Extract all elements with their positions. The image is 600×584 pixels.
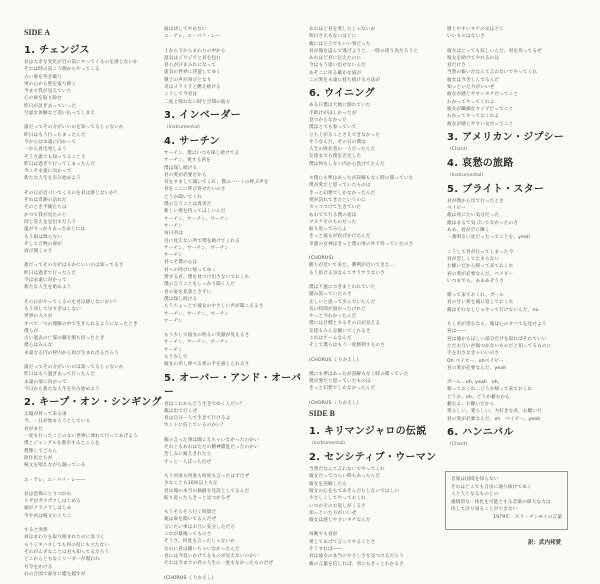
lyric-line: あれほど君を愛したじゃないか bbox=[309, 27, 376, 32]
lyric-line: すると突然 bbox=[24, 528, 48, 534]
lyric-line: サーチン、サーチン、サーチン bbox=[164, 311, 229, 317]
lyric-line: 目に見えない所で僕を助けてくれる bbox=[164, 238, 240, 244]
quote-attribution: 1979年 スリ・チンモイの言葉 bbox=[493, 514, 562, 520]
lyric-line: 言いたい事はお互い充分しただろ bbox=[164, 524, 236, 530]
song-title: 3. インベーダー bbox=[164, 109, 241, 121]
lyric-line: 上から下からまわりの中から bbox=[164, 48, 226, 54]
lyric-line: 振り返ったらきっと見つかるぜ bbox=[164, 495, 231, 501]
lyric-line: 僕らが bbox=[24, 328, 39, 334]
lyric-line: 世界の人々が bbox=[24, 314, 53, 320]
lyric-line: 再び開くのさ bbox=[24, 249, 53, 255]
lyric-line: 僕が愛だと思っていたものは bbox=[309, 183, 371, 189]
lyric-line: 君は俺からほしい部分だけを取ればそれでいい bbox=[447, 336, 547, 342]
stanza-gap bbox=[447, 314, 587, 321]
lyric-line: サーチン、僕はいつも探し続けてる bbox=[164, 150, 240, 156]
lyric-line: 彼女を誤解したら bbox=[309, 481, 347, 487]
lyric-line: ただお互いが傷つかないものだと知ってるものに bbox=[447, 343, 552, 349]
column-1 bbox=[24, 26, 164, 578]
lyric-line: (CHORUS くりかえし) bbox=[309, 357, 359, 363]
stanza-gap bbox=[24, 520, 164, 527]
lyric-line: あれほど君に伝えたのに bbox=[309, 56, 362, 62]
quote-line: 決して計り知ることができない bbox=[451, 507, 518, 513]
lyric-line: ああ、君が空に輝く bbox=[447, 228, 490, 234]
lyric-line: 君こそ僕の心は bbox=[164, 260, 198, 266]
lyric-line: サーチン、サーチン、サーチン bbox=[164, 245, 229, 251]
lyric-line: いいものはないさ bbox=[447, 34, 485, 40]
lyric-line: (CHORUS くりかえし) bbox=[309, 400, 359, 406]
lyric-line: もう雨は降らない bbox=[24, 234, 62, 240]
song-title: 1. チェンジス bbox=[24, 45, 90, 56]
lyric-line: 石の合図で歯牙に鑑を越すが bbox=[24, 571, 86, 577]
lyric-line: 彼女は今苦しんでるんだ bbox=[447, 77, 500, 83]
lyric-line: 彼女を助けてやれるのは bbox=[447, 55, 500, 61]
lyric-line: 友達までも僕を否定した bbox=[309, 154, 362, 160]
lyric-line: 太陽が昇って来る頃 bbox=[24, 412, 67, 418]
lyric-line: もし君が望むなら、俺は心のすべてを見せよう bbox=[447, 322, 547, 328]
lyric-line: やっと今わかったんだ bbox=[309, 314, 357, 320]
lyric-line: 君は恐怖にとりつかれ bbox=[24, 491, 72, 497]
lyric-line: 僕にも夢はあったが誤解もなく時の間っていた bbox=[309, 371, 409, 377]
lyric-line: 誰だってその方がいいのは知ってるじゃないか bbox=[24, 364, 124, 370]
lyric-line: 帰っておくれ…どうか帰って来ておくれ bbox=[447, 387, 533, 393]
lyric-line: 俺の言葉を信じれば、君にもきっとわかるさ bbox=[309, 561, 404, 567]
lyric-line: もう負ける気なんてサラサラないさ bbox=[309, 270, 385, 276]
lyric-line: 今は永遠に向かって bbox=[24, 278, 67, 284]
lyric-line: 僕は探し続ける bbox=[164, 296, 198, 302]
lyric-line: 戦士の声が叫びとなり bbox=[164, 77, 212, 83]
lyric-line: Oh ベイビー、ohベイビー bbox=[447, 358, 504, 364]
song-note: (Chant) bbox=[450, 146, 468, 152]
stanza-gap bbox=[447, 242, 587, 249]
lyric-line: なのに君は聞いちゃいなかったんだ bbox=[164, 546, 240, 552]
lyric-line: ガール…oh, yeah oh, bbox=[447, 380, 500, 386]
stanza-gap bbox=[24, 117, 164, 124]
lyric-line: 俺はまるで気づいてなかったのさ bbox=[447, 220, 519, 226]
quote-line: 人と人となるものとの bbox=[451, 492, 499, 498]
lyric-line: ホントに信じているのかい？ bbox=[164, 423, 226, 429]
lyric-line: これが最後ってものさ bbox=[164, 532, 212, 538]
lyric-line: 当然の報いだなんて言わないでやってくれ bbox=[447, 70, 538, 76]
lyric-line: 愛が訪れてきたというのに bbox=[309, 197, 366, 203]
lyric-line: 君をここに呼び寄せたいのさ bbox=[164, 187, 226, 193]
lyric-line: それがムダなことは君も知ってるだろう bbox=[24, 549, 110, 555]
lyric-line: 人生の敗北者の一人だったんだ bbox=[309, 147, 376, 153]
lyric-line: あわてて行る僕の姿は bbox=[309, 212, 357, 218]
lyric-line: 今や君は呪文のとりこ bbox=[24, 513, 72, 519]
lyric-line: 振り返ってみろよ bbox=[309, 227, 347, 233]
lyric-line: もう少しで bbox=[164, 354, 188, 360]
lyric-line: 君は俺の本当の価値を見誤としてるんだ bbox=[164, 488, 250, 494]
song-title: 6. ハンニバル bbox=[447, 426, 514, 438]
stanza-gap bbox=[309, 393, 449, 400]
lyric-line: 彼女が繊細なタイプだってこと bbox=[447, 106, 514, 112]
lyric-line: サーチン、愛する君を bbox=[164, 158, 211, 164]
lyric-line: 僕が愛だと思っていたものは bbox=[309, 379, 371, 385]
stanza-gap bbox=[24, 255, 164, 262]
lyric-line: 新たな人生を歩み始めよう bbox=[24, 176, 81, 182]
stanza-gap bbox=[447, 372, 587, 379]
lyric-line: 知っといた方がいいぜ bbox=[309, 510, 357, 516]
song-title: 2. キープ・オン・シンギング bbox=[24, 397, 162, 409]
stanza-gap bbox=[309, 350, 449, 357]
lyric-line: どうか、oh、どうか頼むから bbox=[447, 394, 510, 400]
lyric-line: 今まで我が見えていた bbox=[24, 89, 72, 95]
lyric-line: 君はまわりを取り囲まれたのに気づく bbox=[24, 535, 105, 541]
side-heading: SIDE A bbox=[24, 28, 51, 37]
lyric-line: いつかそのお返しがくるさ bbox=[309, 503, 366, 509]
lyric-line: (CHORUS) bbox=[309, 256, 334, 262]
lyric-line: エ・アレ、エ・パパ・レー bbox=[164, 34, 221, 40]
lyric-line: 正しいと思って歩んでいたんだ bbox=[309, 299, 376, 305]
lyric-line: 君だけさ bbox=[447, 63, 466, 69]
lyric-line: 僕は探し続ける bbox=[164, 165, 198, 171]
quote-box bbox=[445, 471, 568, 530]
lyric-line: ＊僕にも夢はあったが誤解もなく時の間っていた bbox=[309, 176, 414, 182]
lyric-line: 彼女が感じやすい女だってこと bbox=[447, 121, 514, 127]
lyric-line: 踏み誤っていたのさ bbox=[309, 292, 352, 298]
stanza-gap bbox=[309, 364, 449, 371]
lyric-line: もうちょっとで彼女のやさしい声が聞こえるさ bbox=[164, 304, 264, 310]
stanza-gap bbox=[164, 430, 304, 437]
lyric-line: サーチン bbox=[164, 347, 183, 353]
stanza-gap bbox=[164, 502, 304, 509]
lyric-line: 永遠なる円の枠内から再び生まれ出るだろう bbox=[24, 350, 119, 356]
lyric-line: ある日僕は大地に倒れていた bbox=[309, 103, 371, 109]
lyric-line: 俺は出て行くぜ bbox=[164, 408, 198, 414]
quote-line: 音楽は国境を知らない bbox=[451, 477, 499, 482]
lyric-line: 昨日が急ぎ去っていった bbox=[24, 103, 77, 109]
lyric-line: 彼女は感じやすいタチなんだ bbox=[309, 518, 371, 524]
lyric-line: 明日さえもないほどに bbox=[309, 34, 357, 40]
lyric-line: 感じやすいタチの女ほどに bbox=[447, 27, 504, 32]
song-title: 5. オーバー・アンド・オーバー bbox=[164, 372, 302, 398]
stanza-gap bbox=[309, 524, 449, 531]
lyric-line: 昨日はもう過ぎ去って行ったんだ bbox=[24, 372, 96, 378]
lyric-line: 頼むよ、お願いだから bbox=[447, 401, 495, 407]
lyric-line: 古い過去の亡霊の鎖を断ち切ったとき bbox=[24, 336, 105, 342]
lyric-line: もう何度も何度も何度も言ったはずだぜ bbox=[164, 473, 250, 479]
lyric-line: 今はもう思い出せないんだ bbox=[309, 63, 366, 69]
lyric-line: 男の心から壁を取り除く bbox=[24, 81, 77, 87]
lyric-line: 彼女はとっても寂しいんだ、君を待ってるぜ bbox=[447, 48, 542, 54]
lyric-line: 彼女が感じやすいタチだってこと bbox=[447, 92, 519, 98]
stanza-gap bbox=[24, 357, 164, 364]
lyric-line: 僕とジャングルを散歩するところを bbox=[24, 441, 100, 447]
lyric-line: 炎はメラメラと燃え続ける bbox=[164, 85, 221, 91]
lyric-line: きっと幻想でしかなかったんだ bbox=[309, 386, 376, 392]
lyric-line: 長い時間が掛かったけれど bbox=[309, 306, 366, 312]
lyric-line: 僕らはみんな bbox=[24, 343, 53, 349]
lyric-line: 僕には目標とするその日が見える bbox=[309, 321, 381, 327]
lyric-line: 君の愛が必要なんだ、ベイビー bbox=[447, 271, 514, 277]
lyric-line: 俺の言った事は聞こえちゃいなかったのかい bbox=[164, 437, 259, 443]
lyric-line: 呪文を唱えながら踊っている bbox=[24, 463, 86, 469]
lyric-line: 見つからなかった bbox=[309, 117, 347, 123]
song-title: 3. アメリカン・ジプシー bbox=[447, 131, 565, 143]
song-title: 2. センシティブ・ウーマン bbox=[309, 452, 437, 464]
stanza-gap bbox=[164, 325, 304, 332]
lyric-line: エ・アレ、エ・パパ・レ―― bbox=[24, 477, 86, 483]
lyric-line: 君は―― bbox=[447, 329, 466, 335]
lyric-line: あそこに戻る確かな道が bbox=[309, 70, 362, 76]
lyric-line: 古い扉を突き破り bbox=[24, 74, 62, 80]
lyric-line: 君らが汗まみれになって bbox=[164, 63, 217, 69]
lyric-line: 君への呼びに帰ってゆく bbox=[164, 267, 217, 273]
stanza-gap bbox=[24, 470, 164, 477]
lyric-line: 僕は不運につきまとわれていた bbox=[309, 284, 376, 290]
lyric-line: そうさ、何度も言ったじゃないか bbox=[164, 539, 235, 545]
lyric-line: 君は大きな変化が目の前にやってくるのを感じないか bbox=[24, 60, 138, 65]
lyric-line: 一度も行ったことのない世界に連れて行ってあげよう bbox=[24, 434, 138, 440]
lyric-line: わかってやっておくれよ bbox=[447, 114, 500, 120]
lyric-line: 今こそ永遠に向かって bbox=[24, 169, 72, 175]
lyric-line: 俺は死にたい気分だった bbox=[447, 213, 500, 219]
lyric-line: 彼女だってつらい時もあったんだ bbox=[309, 474, 381, 480]
lyric-line: 僕の言うことは真実だ bbox=[164, 202, 212, 208]
stanza-gap bbox=[24, 183, 164, 190]
song-title: 1. キリマンジャロの伝説 bbox=[309, 426, 427, 438]
lyric-line: マヌケそのものだった bbox=[309, 219, 357, 225]
stanza-gap bbox=[447, 285, 587, 292]
lyric-line: 今日から新たな人生を歩み始めよう bbox=[24, 386, 100, 392]
lyric-line: 原住民たちが bbox=[24, 455, 53, 461]
lyric-line: いつまでも、あああそうさ bbox=[447, 278, 504, 284]
lyric-line: 一から再出発しよう bbox=[24, 147, 67, 153]
lyric-line: それは時の向こう側からやってくる bbox=[24, 67, 100, 73]
column-3 bbox=[309, 26, 449, 568]
lyric-line: ベイビー bbox=[447, 206, 466, 212]
song-note: (Instrumental) bbox=[312, 441, 345, 447]
lyric-line: もう少しで彼女の明るい笑顔が見えるさ bbox=[164, 333, 250, 339]
lyric-line: きっと彼女が投げかけたんだ bbox=[309, 234, 371, 240]
lyric-line: 同じ答えを見出すだろう bbox=[24, 219, 77, 225]
side-heading: SIDE B bbox=[309, 409, 336, 419]
lyric-line: 昨日は過ぎて行ってしまったんだ bbox=[24, 161, 96, 167]
lyric-line: 彼女の心をもてあそんだりしないではしい bbox=[309, 488, 400, 494]
lyric-line: 昨日は過ぎて行ったんだ bbox=[24, 270, 77, 276]
lyric-line: 誰だってその方がはるかにいいのは知ってるさ bbox=[24, 263, 124, 269]
lyric-line: 今からは永遠に向かって bbox=[24, 139, 77, 145]
stanza-gap bbox=[24, 292, 164, 299]
song-note: (Instrumental) bbox=[450, 172, 483, 178]
column-2 bbox=[164, 26, 304, 582]
lyric-line: わかってやってくれよ bbox=[447, 99, 495, 105]
stanza-gap bbox=[309, 248, 449, 255]
lyric-line: どうか聞いてくれ bbox=[164, 194, 202, 200]
lyric-line: すべて一つの理解の中で生きられるようになったとき bbox=[24, 321, 138, 327]
lyric-line: サーチン、サーチン、サーチン bbox=[164, 216, 229, 222]
stanza-gap bbox=[164, 466, 304, 473]
stanza-gap bbox=[309, 277, 449, 284]
lyric-line: 嵐がすっかり去ったあとには bbox=[24, 227, 86, 233]
lyric-line: 俺は扉を開いてるんだぜ bbox=[164, 517, 217, 523]
stanza-gap bbox=[309, 168, 449, 175]
lyric-line: カッコつけて生きていた bbox=[309, 205, 362, 211]
lyric-line: 頭がクラクラしはじめ bbox=[24, 506, 72, 512]
lyric-line: 二度と帰れない時と空間の彼方 bbox=[164, 99, 231, 105]
lyric-line: (CHORUS くりかえし) bbox=[164, 575, 214, 581]
lyric-line: サーチン bbox=[164, 253, 183, 259]
translator-credit: 訳：武内邦愛 bbox=[528, 540, 562, 546]
lyric-line: この愛を永遠に持ち続ける方法が bbox=[309, 78, 381, 84]
column-4 bbox=[447, 26, 587, 449]
lyric-line: 君の甘い愛を俺に返しておくれ bbox=[447, 300, 514, 306]
lyric-line: そうなんだ、その日の僕は bbox=[309, 139, 366, 145]
lyric-line: 俺にはどうでもいい事だった bbox=[309, 41, 371, 47]
lyric-line: 立ち上がることさえできなかった bbox=[309, 132, 381, 138]
lyric-line: もうそろそろ行く時間だ bbox=[164, 510, 217, 516]
lyric-line: もうジタバタしても何の役にも立たない bbox=[24, 542, 110, 548]
lyric-line: 耳をすまして聞いてくれ、僕のハートの呼ぶ声を bbox=[164, 180, 269, 186]
lyric-line: こうして今君は bbox=[164, 92, 198, 98]
stanza-gap bbox=[164, 41, 304, 48]
lyric-line: 誰だってその方がいいのを知ってるじゃないか bbox=[24, 125, 124, 131]
lyric-line: 君が僕から出て行ったとき bbox=[447, 198, 504, 204]
lyric-line: それは今までの君の人生に一度もなかったものだぜ bbox=[164, 561, 274, 567]
lyric-line: 毎晩でも君が bbox=[309, 532, 338, 538]
lyric-line: 僕はとても参っていて bbox=[309, 125, 357, 131]
lyric-line: 君はこれからどう生きてゆくんだい？ bbox=[164, 401, 245, 407]
lyric-line: 君が俺を盗んで逃げようと、一時の迷う為だろうと bbox=[309, 48, 419, 54]
lyric-line: 昨日はもう行っちまったんだ bbox=[24, 132, 86, 138]
song-note: (Chant) bbox=[450, 441, 468, 447]
lyric-line: 君がまだ bbox=[24, 426, 43, 432]
lyric-line: どこからともなくリーダーが現われ bbox=[24, 557, 100, 563]
lyric-line: ずっと一人ぼっちだぜ bbox=[164, 459, 212, 465]
lyric-line: 愛らしい、愛らしい、大好きな君、お願いだ bbox=[447, 409, 542, 415]
lyric-line: 手助けがほしかったが bbox=[309, 110, 357, 116]
lyric-line: ヒザがガクガクしはじめる bbox=[24, 499, 81, 505]
lyric-line: 君が恋しくてたまらない bbox=[447, 256, 500, 262]
song-title: 4. サーチン bbox=[164, 135, 220, 147]
quote-line: それはどこでも自由に通り抜けてゆく bbox=[451, 484, 532, 490]
lyric-line: 愛してあげて言ってやることさ bbox=[309, 539, 376, 545]
song-title: 5. ブライト・スター bbox=[447, 183, 545, 195]
lyric-line: 幸運の女神はきっと僕の扉の外で待っていたのさ bbox=[309, 241, 414, 247]
lyric-line: それともあれはただの精神錯乱だったのかい bbox=[164, 445, 259, 451]
song-title: 6. ウイニング bbox=[309, 88, 375, 100]
lyric-line: 一番明るい星だったってことを、yeah bbox=[447, 235, 531, 241]
lyric-line: サーチン、サーチン、サーチン bbox=[164, 340, 229, 346]
lyric-line: 少なくとも10回以上もな bbox=[164, 481, 218, 487]
lyric-line: 僕の言うことをしっかり聞くんだ bbox=[164, 282, 236, 288]
lyric-line: 彼女の差し伸べる愛の手を感じられるさ bbox=[164, 362, 250, 368]
lyric-line: 新たな人生を始めよう bbox=[24, 285, 72, 291]
lyric-line: 今、一日が始まろうとしている bbox=[24, 419, 91, 425]
lyric-line: 湿気はジワジワと君を包む bbox=[164, 55, 221, 61]
lyric-line: 僕は何もしない内から負けてたんだ bbox=[309, 161, 385, 167]
lyric-line: これはゲームなんだ bbox=[309, 335, 352, 341]
lyric-line: そして万物の扉が bbox=[24, 241, 62, 247]
lyric-line: 君は自分一人で生きて行けるよ bbox=[164, 416, 231, 422]
lyric-line: かつて我が見たのと bbox=[24, 212, 67, 218]
lyric-line: お願いだから帰って来ておくれ bbox=[447, 264, 514, 270]
lyric-line: こうして君が行ってしまった今 bbox=[447, 249, 514, 255]
lyric-line: 君には今追いかけてるものが見えないのかい bbox=[164, 553, 259, 559]
lyric-line: 霊気の世界に浮遊してゆく bbox=[164, 70, 221, 76]
lyric-line: 毎日君は bbox=[164, 231, 183, 237]
lyric-line: 号令をかける bbox=[24, 564, 53, 570]
lyric-line: きっと幻想でしかなかったんだ bbox=[309, 190, 376, 196]
lyric-line: 彼は決してやめない bbox=[164, 27, 207, 32]
stanza-gap bbox=[164, 568, 304, 575]
song-title: 4. 哀愁の旅路 bbox=[447, 157, 514, 169]
lyric-line: もう決して早すぎはしない bbox=[24, 306, 81, 312]
lyric-line: サーチン bbox=[164, 223, 183, 229]
lyric-line: その日が近づいてくるのを君は感じないか？ bbox=[24, 190, 119, 196]
lyric-line: そのとき予備たちは bbox=[24, 205, 67, 211]
song-note: (Instrumental) bbox=[167, 124, 200, 130]
lyric-line: 手を出さなきゃいいのさ bbox=[447, 351, 500, 357]
quote-line: 感情的な一体化を可能とする音楽の偉大な力は bbox=[451, 499, 551, 505]
lyric-line: その日がやってくるのを君は感じないかい？ bbox=[24, 299, 119, 305]
lyric-line: 新しい愛を持ってほしいんだ bbox=[164, 209, 226, 215]
lyric-line: 愛する君、僕を見つけ出さないでおくれ bbox=[164, 275, 250, 281]
lyric-line: サーチン bbox=[164, 318, 183, 324]
lyric-line: 永遠の扉に向かって bbox=[24, 379, 67, 385]
stanza-gap bbox=[24, 484, 164, 491]
lyric-line: 想像してごらん bbox=[24, 448, 58, 454]
lyric-line: 君の愛が必要だから bbox=[164, 172, 207, 178]
lyric-line: 君の愛が必要なんだ、oh ベイビー、yeah bbox=[447, 416, 541, 422]
lyric-line: そして僕らはもう一度勝利するのさ bbox=[309, 343, 385, 349]
lyric-line: 苦しみに耐えきれたら bbox=[164, 452, 212, 458]
lyric-line: そうすれば―― bbox=[309, 547, 343, 553]
lyric-line: 勝ちが近いて来た、勝利が近いてきた… bbox=[309, 263, 395, 269]
lyric-line: それは奇跡の訪れだ bbox=[24, 198, 67, 204]
lyric-line: 君の愛が必要なんだ、yeah bbox=[447, 365, 507, 371]
lyric-line: 友達もみんな騒いでくれるさ bbox=[309, 328, 371, 334]
lyric-line: 当然だなんて言わないでやってくれ bbox=[309, 467, 385, 473]
lyric-line: 空虚な体験など追い払ってしまえ bbox=[24, 111, 96, 117]
stanza-gap bbox=[447, 41, 587, 48]
lyric-line: 帰って来ておくれ、ガール bbox=[447, 293, 505, 299]
lyric-line: 知っといた方がいいぜ bbox=[447, 85, 495, 91]
lyric-line: やさしくしてやっておくれ bbox=[309, 496, 366, 502]
lyric-line: 君の姿を見落とさずに bbox=[164, 289, 212, 295]
lyric-line: 君は彼女の本当のやさしさを見つけるだろう bbox=[309, 554, 404, 560]
lyric-line: 俺はそれなしじゃやって行けないんだ、no. bbox=[447, 307, 540, 313]
lyric-line: 心の扉を取り除せ bbox=[24, 96, 62, 102]
lyric-line: そうさ誰でも知ってることさ bbox=[24, 154, 86, 160]
